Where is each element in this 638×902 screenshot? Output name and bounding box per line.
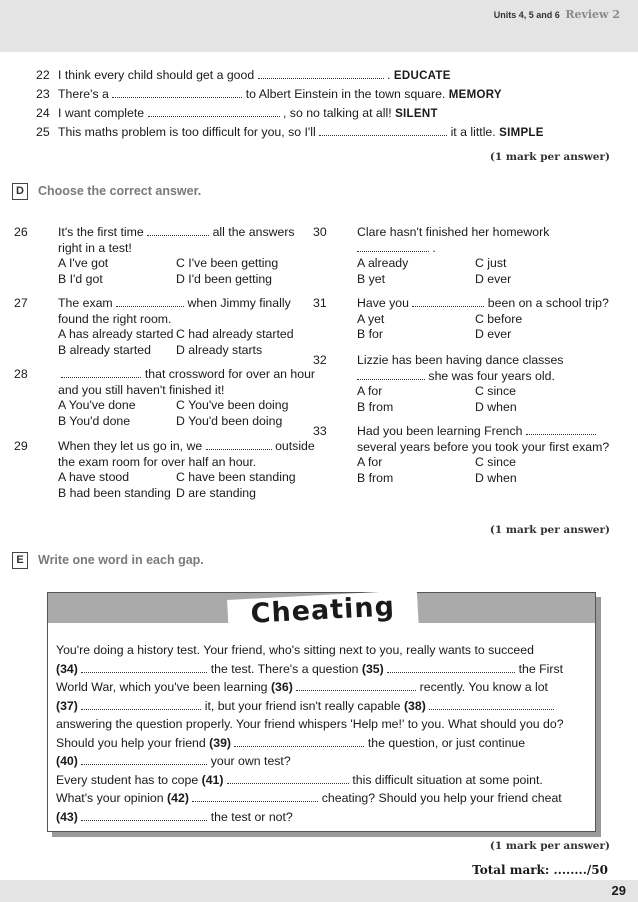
answer-gap[interactable] <box>319 126 447 136</box>
answer-gap[interactable] <box>296 681 416 691</box>
answer-gap[interactable] <box>206 440 272 450</box>
page-footer-bar <box>0 880 638 902</box>
answer-gap[interactable] <box>412 297 484 307</box>
answer-gap[interactable] <box>429 700 554 710</box>
question-29: 29 When they let us go in, we outside the exam room for over half an hour. A have stood C have been standing B had been standing D are standing <box>14 439 315 500</box>
page-number: 29 <box>611 883 626 898</box>
answer-gap[interactable] <box>116 297 184 307</box>
text-line: Should you help your friend (39) the question, or just continue <box>56 735 526 750</box>
text-line: (34) the test. There's a question (35) the First <box>56 661 564 676</box>
text-line: You're doing a history test. Your friend, who's sitting next to you, really wants to succeed <box>56 643 534 657</box>
answer-gap[interactable] <box>148 107 280 117</box>
total-mark: Total mark: ......../50 <box>472 863 608 877</box>
question-33: 33 Had you been learning French several years before you took your first exam? A for C since B from D when <box>313 424 610 485</box>
item-25: 25 This maths problem is too difficult for you, so I'll it a little. SIMPLE <box>36 125 544 139</box>
answer-gap[interactable] <box>61 368 141 378</box>
page-header-bar <box>0 0 638 52</box>
item-22: 22 I think every child should get a good . EDUCATE <box>36 68 451 82</box>
text-line: answering the question properly. Your friend whispers 'Help me!' to you. What should you do? <box>56 717 564 731</box>
text-line: World War, which you've been learning (36) recently. You know a lot <box>56 680 548 694</box>
mark-note: (1 mark per answer) <box>489 151 610 163</box>
text-line: Every student has to cope (41) this difficult situation at some point. <box>56 772 543 787</box>
question-27: 27 The exam when Jimmy finally found the right room. A has already started C had already started B already started D already starts <box>14 296 294 357</box>
cheating-text-box <box>47 592 596 832</box>
text-line: (40) your own test? <box>56 754 291 768</box>
mark-note: (1 mark per answer) <box>489 524 610 536</box>
question-30: 30 Clare hasn't finished her homework . A already C just B yet D ever <box>313 225 550 286</box>
text-title: Cheating <box>227 590 419 640</box>
gap-fill-text <box>56 641 586 826</box>
answer-gap[interactable] <box>357 242 429 252</box>
answer-gap[interactable] <box>192 792 318 802</box>
answer-gap[interactable] <box>526 425 596 435</box>
answer-gap[interactable] <box>81 663 207 673</box>
answer-gap[interactable] <box>258 69 384 79</box>
question-31: 31 Have you been on a school trip? A yet C before B for D ever <box>313 296 609 341</box>
answer-gap[interactable] <box>112 88 242 98</box>
answer-gap[interactable] <box>147 226 209 236</box>
answer-gap[interactable] <box>81 755 207 765</box>
text-line: What's your opinion (42) cheating? Should you help your friend cheat <box>56 791 562 805</box>
mark-note: (1 mark per answer) <box>489 840 610 852</box>
section-d-heading: D Choose the correct answer. <box>12 183 201 200</box>
item-23: 23 There's a to Albert Einstein in the town square. MEMORY <box>36 87 502 101</box>
answer-gap[interactable] <box>357 370 425 380</box>
section-e-heading: E Write one word in each gap. <box>12 552 204 569</box>
answer-gap[interactable] <box>227 774 349 784</box>
question-26: 26 It's the first time all the answers right in a test! A I've got C I've been getting B I'd got D I'd been getting <box>14 225 295 286</box>
text-line: (43) the test or not? <box>56 809 293 824</box>
answer-gap[interactable] <box>234 737 364 747</box>
item-24: 24 I want complete , so no talking at all! SILENT <box>36 106 438 120</box>
answer-gap[interactable] <box>81 700 201 710</box>
text-line: (37) it, but your friend isn't really capable (38) <box>56 697 586 716</box>
answer-gap[interactable] <box>387 663 515 673</box>
running-header: Units 4, 5 and 6 Review 2 <box>493 8 620 21</box>
question-32: 32 Lizzie has been having dance classes she was four years old. A for C since B from D when <box>313 353 564 414</box>
answer-gap[interactable] <box>81 811 207 821</box>
question-28: 28 that crossword for over an hour and you still haven't finished it! A You've done C You've been doing B You'd done D You'd been doing <box>14 367 316 428</box>
